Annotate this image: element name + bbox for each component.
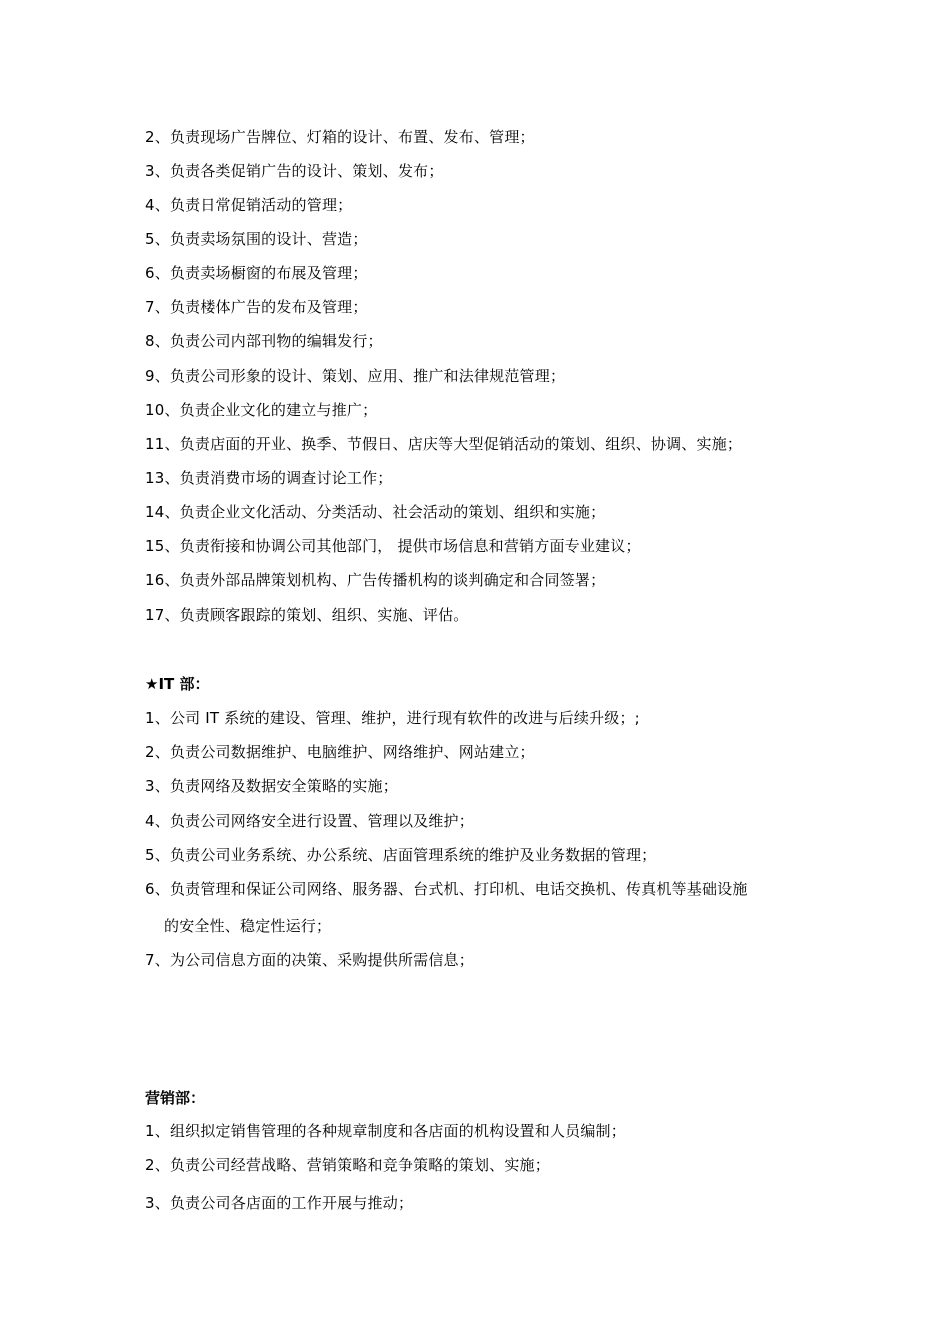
list-item-continuation: 的安全性、稳定性运行； <box>164 917 332 935</box>
list-item: 8、负责公司内部刊物的编辑发行； <box>145 332 383 350</box>
list-item: 1、公司 IT 系统的建设、管理、维护，进行现有软件的改进与后续升级；; <box>145 709 640 727</box>
list-item: 4、负责日常促销活动的管理； <box>145 196 353 214</box>
list-item: 7、为公司信息方面的决策、采购提供所需信息； <box>145 951 474 969</box>
list-item: 2、负责公司经营战略、营销策略和竞争策略的策划、实施； <box>145 1156 550 1174</box>
list-item: 9、负责公司形象的设计、策划、应用、推广和法律规范管理； <box>145 367 566 385</box>
section-heading-marketing: 营销部： <box>145 1089 206 1107</box>
list-item: 1、组织拟定销售管理的各种规章制度和各店面的机构设置和人员编制； <box>145 1122 626 1140</box>
list-item: 16、负责外部品牌策划机构、广告传播机构的谈判确定和合同签署； <box>145 571 606 589</box>
list-item: 11、负责店面的开业、换季、节假日、店庆等大型促销活动的策划、组织、协调、实施； <box>145 435 743 453</box>
list-item: 6、负责管理和保证公司网络、服务器、台式机、打印机、电话交换机、传真机等基础设施 <box>145 880 748 898</box>
list-item: 17、负责顾客跟踪的策划、组织、实施、评估。 <box>145 606 469 624</box>
list-item: 15、负责衔接和协调公司其他部门， 提供市场信息和营销方面专业建议； <box>145 537 641 555</box>
list-item: 2、负责现场广告牌位、灯箱的设计、布置、发布、管理； <box>145 128 535 146</box>
list-item: 6、负责卖场橱窗的布展及管理； <box>145 264 368 282</box>
list-item: 14、负责企业文化活动、分类活动、社会活动的策划、组织和实施； <box>145 503 606 521</box>
list-item: 3、负责公司各店面的工作开展与推动； <box>145 1194 414 1212</box>
list-item: 3、负责网络及数据安全策略的实施； <box>145 777 398 795</box>
list-item: 3、负责各类促销广告的设计、策划、发布； <box>145 162 444 180</box>
list-item: 2、负责公司数据维护、电脑维护、网络维护、网站建立； <box>145 743 535 761</box>
list-item: 5、负责卖场氛围的设计、营造； <box>145 230 368 248</box>
list-item: 7、负责楼体广告的发布及管理； <box>145 298 368 316</box>
list-item: 4、负责公司网络安全进行设置、管理以及维护； <box>145 812 474 830</box>
list-item: 13、负责消费市场的调查讨论工作； <box>145 469 393 487</box>
list-item: 10、负责企业文化的建立与推广； <box>145 401 378 419</box>
list-item: 5、负责公司业务系统、办公系统、店面管理系统的维护及业务数据的管理； <box>145 846 657 864</box>
section-heading-it: ★IT 部： <box>145 675 210 693</box>
